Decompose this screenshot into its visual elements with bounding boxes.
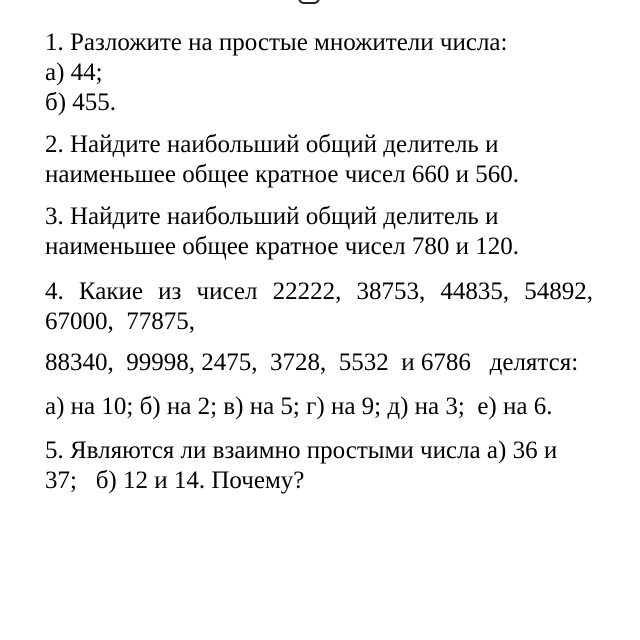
task-1-item-b: б) 455.	[45, 89, 117, 116]
task-4-line-1: 4. Какие из чисел 22222, 38753, 44835, 54892,	[45, 278, 593, 305]
task-2-line-2: наименьшее общее кратное чисел 660 и 560.	[45, 161, 520, 188]
task-4-line-3: 88340, 99998, 2475, 3728, 5532 и 6786 делятся:	[45, 349, 579, 376]
task-1-title: 1. Разложите на простые множители числа:	[45, 29, 508, 56]
task-3-line-1: 3. Найдите наибольший общий делитель и	[45, 203, 499, 230]
task-4-line-4: а) на 10; б) на 2; в) на 5; г) на 9; д) на 3; е) на 6.	[45, 393, 553, 420]
task-2-line-1: 2. Найдите наибольший общий делитель и	[45, 131, 499, 158]
task-1-item-a: а) 44;	[45, 59, 103, 86]
task-4-line-2: 67000, 77875,	[45, 308, 195, 335]
task-5-line-2: 37; б) 12 и 14. Почему?	[45, 467, 305, 494]
task-3-line-2: наименьшее общее кратное чисел 780 и 120.	[45, 233, 520, 260]
cropped-header-mark	[298, 0, 320, 4]
task-5-line-1: 5. Являются ли взаимно простыми числа а) 36 и	[45, 437, 558, 464]
